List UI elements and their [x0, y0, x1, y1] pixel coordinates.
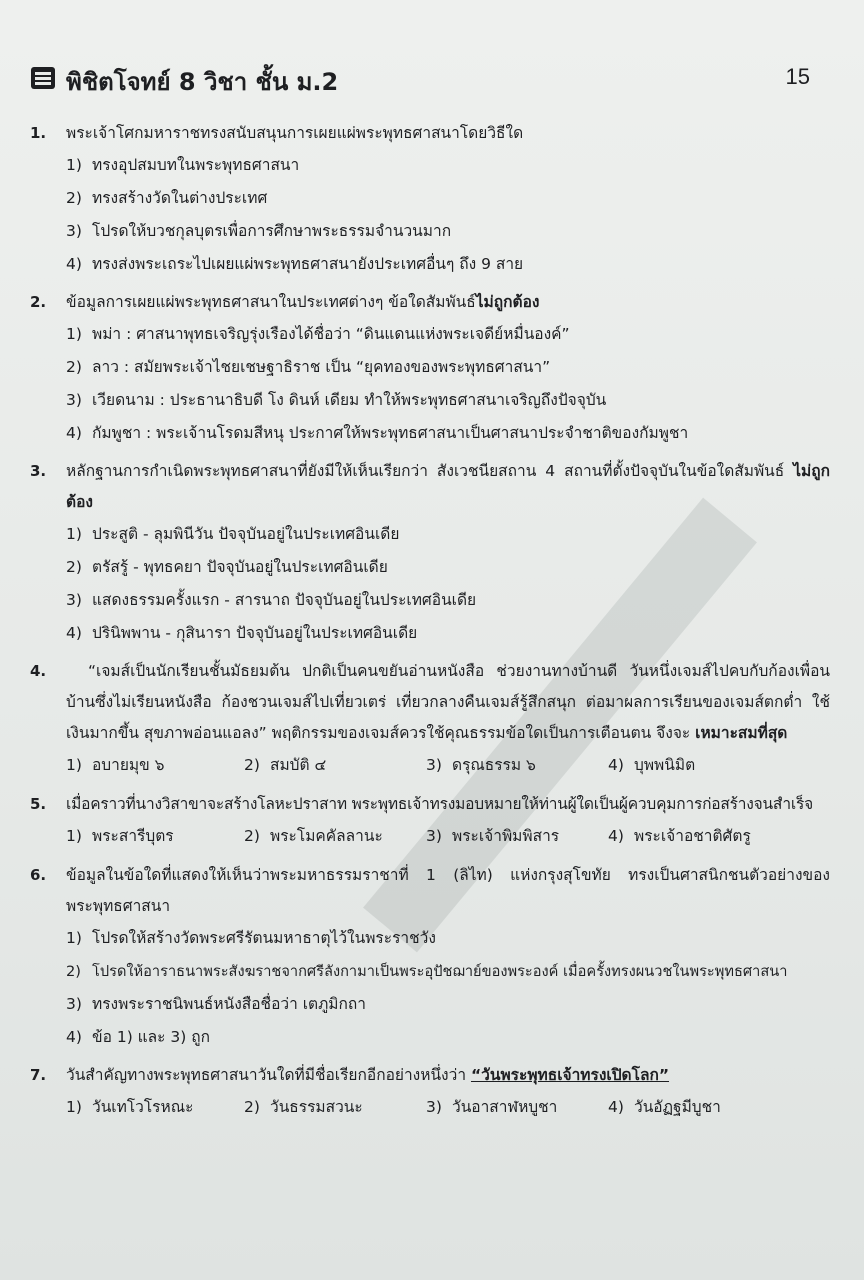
option-text: วันอัฏฐมีบูชา — [634, 1098, 721, 1116]
question-text — [66, 118, 830, 149]
question-number: 5. — [30, 795, 47, 813]
question-emphasis: “วันพระพุทธเจ้าทรงเปิดโลก” — [470, 1066, 670, 1084]
option-label: 1) — [66, 929, 82, 947]
option-label: 1) — [66, 525, 82, 543]
option-text: วันอาสาฬหบูชา — [452, 1098, 558, 1116]
page-header — [30, 62, 820, 102]
answer-option[interactable] — [608, 749, 695, 782]
page-number: 15 — [785, 64, 810, 89]
answer-option[interactable] — [66, 248, 830, 281]
option-label: 3) — [426, 827, 442, 845]
question-text — [66, 456, 830, 518]
answer-option[interactable] — [66, 1021, 830, 1054]
option-label: 3) — [66, 591, 82, 609]
question-text-body: พระเจ้าโศกมหาราชทรงสนับสนุนการเผยแผ่พระพุทธศาสนาโดยวิธีใด — [66, 124, 524, 142]
question-text — [66, 789, 830, 820]
option-text: โปรดให้บวชกุลบุตรเพื่อการศึกษาพระธรรมจำนวนมาก — [92, 222, 452, 240]
answer-options — [66, 318, 830, 450]
question-text — [66, 656, 830, 749]
answer-option[interactable] — [244, 1091, 363, 1124]
question-text-body: วันสำคัญทางพระพุทธศาสนาวันใดที่มีชื่อเรียกอีกอย่างหนึ่งว่า — [66, 1066, 467, 1084]
option-text: อบายมุข ๖ — [92, 756, 165, 774]
answer-option[interactable] — [426, 1091, 557, 1124]
question-4 — [30, 656, 830, 783]
question-text-body: ข้อมูลในข้อใดที่แสดงให้เห็นว่าพระมหาธรรมราชาที่ 1 (ลิไท) แห่งกรุงสุโขทัย ทรงเป็นศาสนิกชนตัวอย่างของพระพุทธศาสนา — [66, 866, 830, 915]
option-label: 4) — [66, 1028, 82, 1046]
answer-option[interactable] — [66, 617, 830, 650]
question-7 — [30, 1060, 830, 1125]
answer-option[interactable] — [66, 584, 830, 617]
question-list — [30, 118, 830, 1131]
question-emphasis: ไม่ถูกต้อง — [66, 462, 830, 511]
option-text: ประสูติ - ลุมพินีวัน ปัจจุบันอยู่ในประเทศอินเดีย — [92, 525, 400, 543]
option-text: บุพพนิมิต — [634, 756, 696, 774]
question-text — [66, 1060, 830, 1091]
option-label: 2) — [244, 1098, 260, 1116]
answer-option[interactable] — [608, 1091, 721, 1124]
option-text: วันเทโวโรหณะ — [92, 1098, 194, 1116]
answer-option[interactable] — [66, 215, 830, 248]
answer-option[interactable] — [244, 820, 383, 853]
option-text: โปรดให้อาราธนาพระสังฆราชจากศรีลังกามาเป็นพระอุปัชฌาย์ของพระองค์ เมื่อครั้งทรงผนวชในพระพุทธศาสนา — [92, 963, 788, 980]
answer-option[interactable] — [608, 820, 751, 853]
option-label: 1) — [66, 325, 82, 343]
answer-option[interactable] — [66, 820, 174, 853]
option-text: แสดงธรรมครั้งแรก - สารนาถ ปัจจุบันอยู่ในประเทศอินเดีย — [92, 591, 477, 609]
option-text: ลาว : สมัยพระเจ้าไชยเชษฐาธิราช เป็น “ยุคทองของพระพุทธศาสนา” — [92, 358, 551, 376]
option-text: ทรงสร้างวัดในต่างประเทศ — [92, 189, 268, 207]
answer-option[interactable] — [66, 749, 165, 782]
option-text: เวียดนาม : ประธานาธิบดี โง ดินห์ เดียม ทำให้พระพุทธศาสนาเจริญถึงปัจจุบัน — [92, 391, 607, 409]
answer-option[interactable] — [66, 551, 830, 584]
answer-options — [66, 1091, 830, 1125]
option-label: 3) — [66, 391, 82, 409]
answer-option[interactable] — [66, 182, 830, 215]
option-text: พระเจ้าอชาติศัตรู — [634, 827, 751, 845]
question-emphasis: ไม่ถูกต้อง — [475, 293, 540, 311]
answer-option[interactable] — [66, 1091, 193, 1124]
option-label: 3) — [66, 995, 82, 1013]
option-label: 3) — [426, 756, 442, 774]
option-label: 1) — [66, 1098, 82, 1116]
option-label: 3) — [66, 222, 82, 240]
option-text: ตรัสรู้ - พุทธคยา ปัจจุบันอยู่ในประเทศอินเดีย — [92, 558, 388, 576]
option-label: 2) — [66, 558, 82, 576]
book-title: พิชิตโจทย์ 8 วิชา ชั้น ม.2 — [66, 68, 339, 96]
option-text: ทรงพระราชนิพนธ์หนังสือชื่อว่า เตภูมิกถา — [92, 995, 366, 1013]
answer-option[interactable] — [66, 417, 830, 450]
option-label: 1) — [66, 756, 82, 774]
answer-option[interactable] — [66, 518, 830, 551]
book-icon — [30, 66, 56, 90]
answer-option[interactable] — [66, 351, 830, 384]
option-label: 3) — [426, 1098, 442, 1116]
option-label: 4) — [66, 255, 82, 273]
option-label: 2) — [244, 756, 260, 774]
option-label: 2) — [66, 358, 82, 376]
option-label: 2) — [66, 963, 81, 980]
question-text-body: เมื่อคราวที่นางวิสาขาจะสร้างโลหะปราสาท พระพุทธเจ้าทรงมอบหมายให้ท่านผู้ใดเป็นผู้ควบคุมการก่อสร้างจนสำเร็จ — [66, 795, 813, 813]
option-label: 4) — [66, 624, 82, 642]
question-text-body: ข้อมูลการเผยแผ่พระพุทธศาสนาในประเทศต่างๆ ข้อใดสัมพันธ์ — [66, 293, 476, 311]
question-2 — [30, 287, 830, 450]
option-text: สมบัติ ๔ — [270, 756, 327, 774]
option-text: ดรุณธรรม ๖ — [452, 756, 536, 774]
question-1 — [30, 118, 830, 281]
question-text — [66, 287, 830, 318]
question-number: 6. — [30, 866, 47, 884]
option-text: พระเจ้าพิมพิสาร — [452, 827, 560, 845]
question-text — [66, 860, 830, 922]
option-label: 4) — [608, 1098, 624, 1116]
question-number: 2. — [30, 293, 47, 311]
option-text: ทรงอุปสมบทในพระพุทธศาสนา — [92, 156, 300, 174]
answer-option[interactable] — [66, 955, 830, 988]
answer-option[interactable] — [66, 922, 830, 955]
option-label: 4) — [608, 827, 624, 845]
option-label: 2) — [66, 189, 82, 207]
answer-options — [66, 749, 830, 783]
question-6 — [30, 860, 830, 1054]
answer-option[interactable] — [244, 749, 326, 782]
question-3 — [30, 456, 830, 650]
question-number: 1. — [30, 124, 47, 142]
option-label: 4) — [608, 756, 624, 774]
option-text: ทรงส่งพระเถระไปเผยแผ่พระพุทธศาสนายังประเทศอื่นๆ ถึง 9 สาย — [92, 255, 524, 273]
option-label: 2) — [244, 827, 260, 845]
question-emphasis: เหมาะสมที่สุด — [695, 724, 788, 742]
option-text: วันธรรมสวนะ — [270, 1098, 363, 1116]
question-number: 3. — [30, 462, 47, 480]
option-text: กัมพูชา : พระเจ้านโรดมสีหนุ ประกาศให้พระพุทธศาสนาเป็นศาสนาประจำชาติของกัมพูชา — [92, 424, 689, 442]
question-number: 7. — [30, 1066, 47, 1084]
option-text: พม่า : ศาสนาพุทธเจริญรุ่งเรืองได้ชื่อว่า “ดินแดนแห่งพระเจดีย์หมื่นองค์” — [92, 325, 570, 343]
question-text-body: “เจมส์เป็นนักเรียนชั้นมัธยมต้น ปกติเป็นคนขยันอ่านหนังสือ ช่วยงานทางบ้านดี วันหนึ่งเจมส์ไปคบกับก้องเพื่อนบ้านซึ่งไม่เรียนหนังสือ ก้องชวนเจมส์ไปเที่ยวเตร่ เที่ยวกลางคืนเจมส์รู้สึกสนุก ต่อมาผลการเรียนของเจมส์ตกต่ำ ใช้เงินมากขึ้น สุขภาพอ่อนแอลง” พฤติกรรมของเจมส์ควรใช้คุณธรรมข้อใดเป็นการเตือนตน จึงจะ — [66, 662, 830, 742]
answer-options — [66, 518, 830, 650]
option-label: 1) — [66, 156, 82, 174]
option-text: โปรดให้สร้างวัดพระศรีรัตนมหาธาตุไว้ในพระราชวัง — [92, 929, 436, 947]
answer-option[interactable] — [66, 318, 830, 351]
option-label: 1) — [66, 827, 82, 845]
option-text: ปรินิพพาน - กุสินารา ปัจจุบันอยู่ในประเทศอินเดีย — [92, 624, 418, 642]
answer-option[interactable] — [426, 820, 559, 853]
question-text-body: หลักฐานการกำเนิดพระพุทธศาสนาที่ยังมีให้เห็นเรียกว่า สังเวชนียสถาน 4 สถานที่ตั้งปัจจุบันในข้อใดสัมพันธ์ — [66, 462, 785, 480]
option-text: ข้อ 1) และ 3) ถูก — [92, 1028, 211, 1046]
question-number: 4. — [30, 662, 47, 680]
answer-options — [66, 922, 830, 1054]
answer-option[interactable] — [66, 149, 830, 182]
option-label: 4) — [66, 424, 82, 442]
answer-option[interactable] — [66, 384, 830, 417]
question-5 — [30, 789, 830, 854]
answer-option[interactable] — [66, 988, 830, 1021]
answer-options — [66, 149, 830, 281]
option-text: พระสารีบุตร — [92, 827, 174, 845]
option-text: พระโมคคัลลานะ — [270, 827, 383, 845]
answer-options — [66, 820, 830, 854]
answer-option[interactable] — [426, 749, 536, 782]
